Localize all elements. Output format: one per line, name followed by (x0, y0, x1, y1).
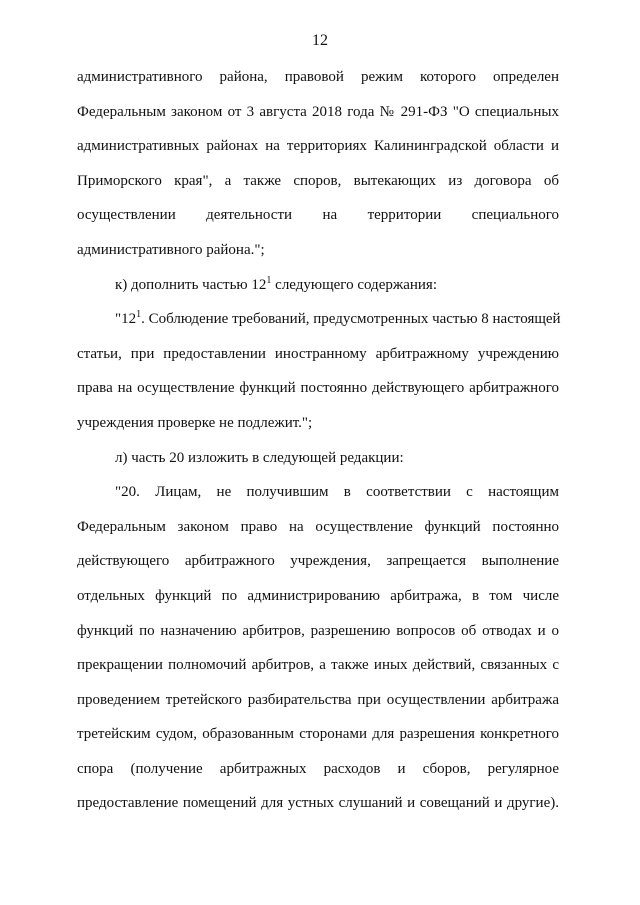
text-line-content: третейским судом, образованным сторонами для разрешения конкретного (77, 726, 559, 743)
text-line-content: прекращении полномочий арбитров, а также иных действий, связанных с (77, 657, 559, 674)
text-line (77, 583, 559, 618)
text-line (77, 790, 559, 825)
text-line (77, 168, 559, 203)
text-line-content: статьи, при предоставлении иностранному арбитражному учреждению (77, 345, 559, 362)
text-line (77, 618, 559, 653)
text-line (77, 479, 559, 514)
text-line-content: "12 (115, 311, 137, 328)
text-line (77, 652, 559, 687)
text-line-content: осуществлении деятельности на территории специального (77, 207, 559, 224)
superscript: 1 (136, 309, 142, 321)
text-line-content: предоставление помещений для устных слушаний и совещаний и другие). (77, 795, 559, 812)
text-line (77, 756, 559, 791)
document-body (77, 64, 559, 825)
text-line-content: функций по назначению арбитров, разрешению вопросов об отводах и о (77, 622, 559, 639)
text-line-continuation: следующего содержания: (271, 276, 437, 293)
text-line (77, 237, 559, 272)
text-line-content: административного района, правовой режим которого определен (77, 69, 559, 85)
text-line-content: Приморского края", а также споров, вытекающих из договора об (77, 172, 559, 189)
text-line (77, 410, 559, 445)
page-number: 12 (312, 32, 328, 49)
text-line (77, 306, 559, 341)
text-line-content: отдельных функций по администрированию арбитража, в том числе (77, 587, 559, 604)
text-line-content: Федеральным законом от 3 августа 2018 года № 291-ФЗ "О специальных (77, 103, 559, 120)
text-line-content: "20. Лицам, не получившим в соответствии с настоящим (115, 484, 559, 501)
text-line (77, 202, 559, 237)
superscript: 1 (266, 274, 272, 286)
text-line (77, 133, 559, 168)
text-line (77, 64, 559, 99)
text-line-content: л) часть 20 изложить в следующей редакции: (115, 449, 404, 466)
text-line (77, 687, 559, 722)
text-line (77, 721, 559, 756)
text-line-content: спора (получение арбитражных расходов и сборов, регулярное (77, 760, 559, 777)
text-line-content: учреждения проверке не подлежит."; (77, 414, 313, 431)
text-line-content: права на осуществление функций постоянно действующего арбитражного (77, 380, 559, 397)
text-line (77, 514, 559, 549)
text-line-content: административного района."; (77, 241, 265, 258)
text-line (77, 375, 559, 410)
text-line-content: административных районах на территориях Калининградской области и (77, 138, 559, 155)
text-line (77, 548, 559, 583)
text-line (77, 341, 559, 376)
text-line-content: Федеральным законом право на осуществление функций постоянно (77, 518, 559, 535)
text-line-continuation: . Соблюдение требований, предусмотренных частью 8 настоящей (141, 311, 561, 328)
text-line-content: к) дополнить частью 12 (115, 276, 267, 293)
text-line-content: проведением третейского разбирательства при осуществлении арбитража (77, 691, 559, 708)
text-line (77, 445, 559, 480)
text-line (77, 272, 559, 307)
text-line-content: действующего арбитражного учреждения, запрещается выполнение (77, 553, 559, 570)
text-line (77, 99, 559, 134)
